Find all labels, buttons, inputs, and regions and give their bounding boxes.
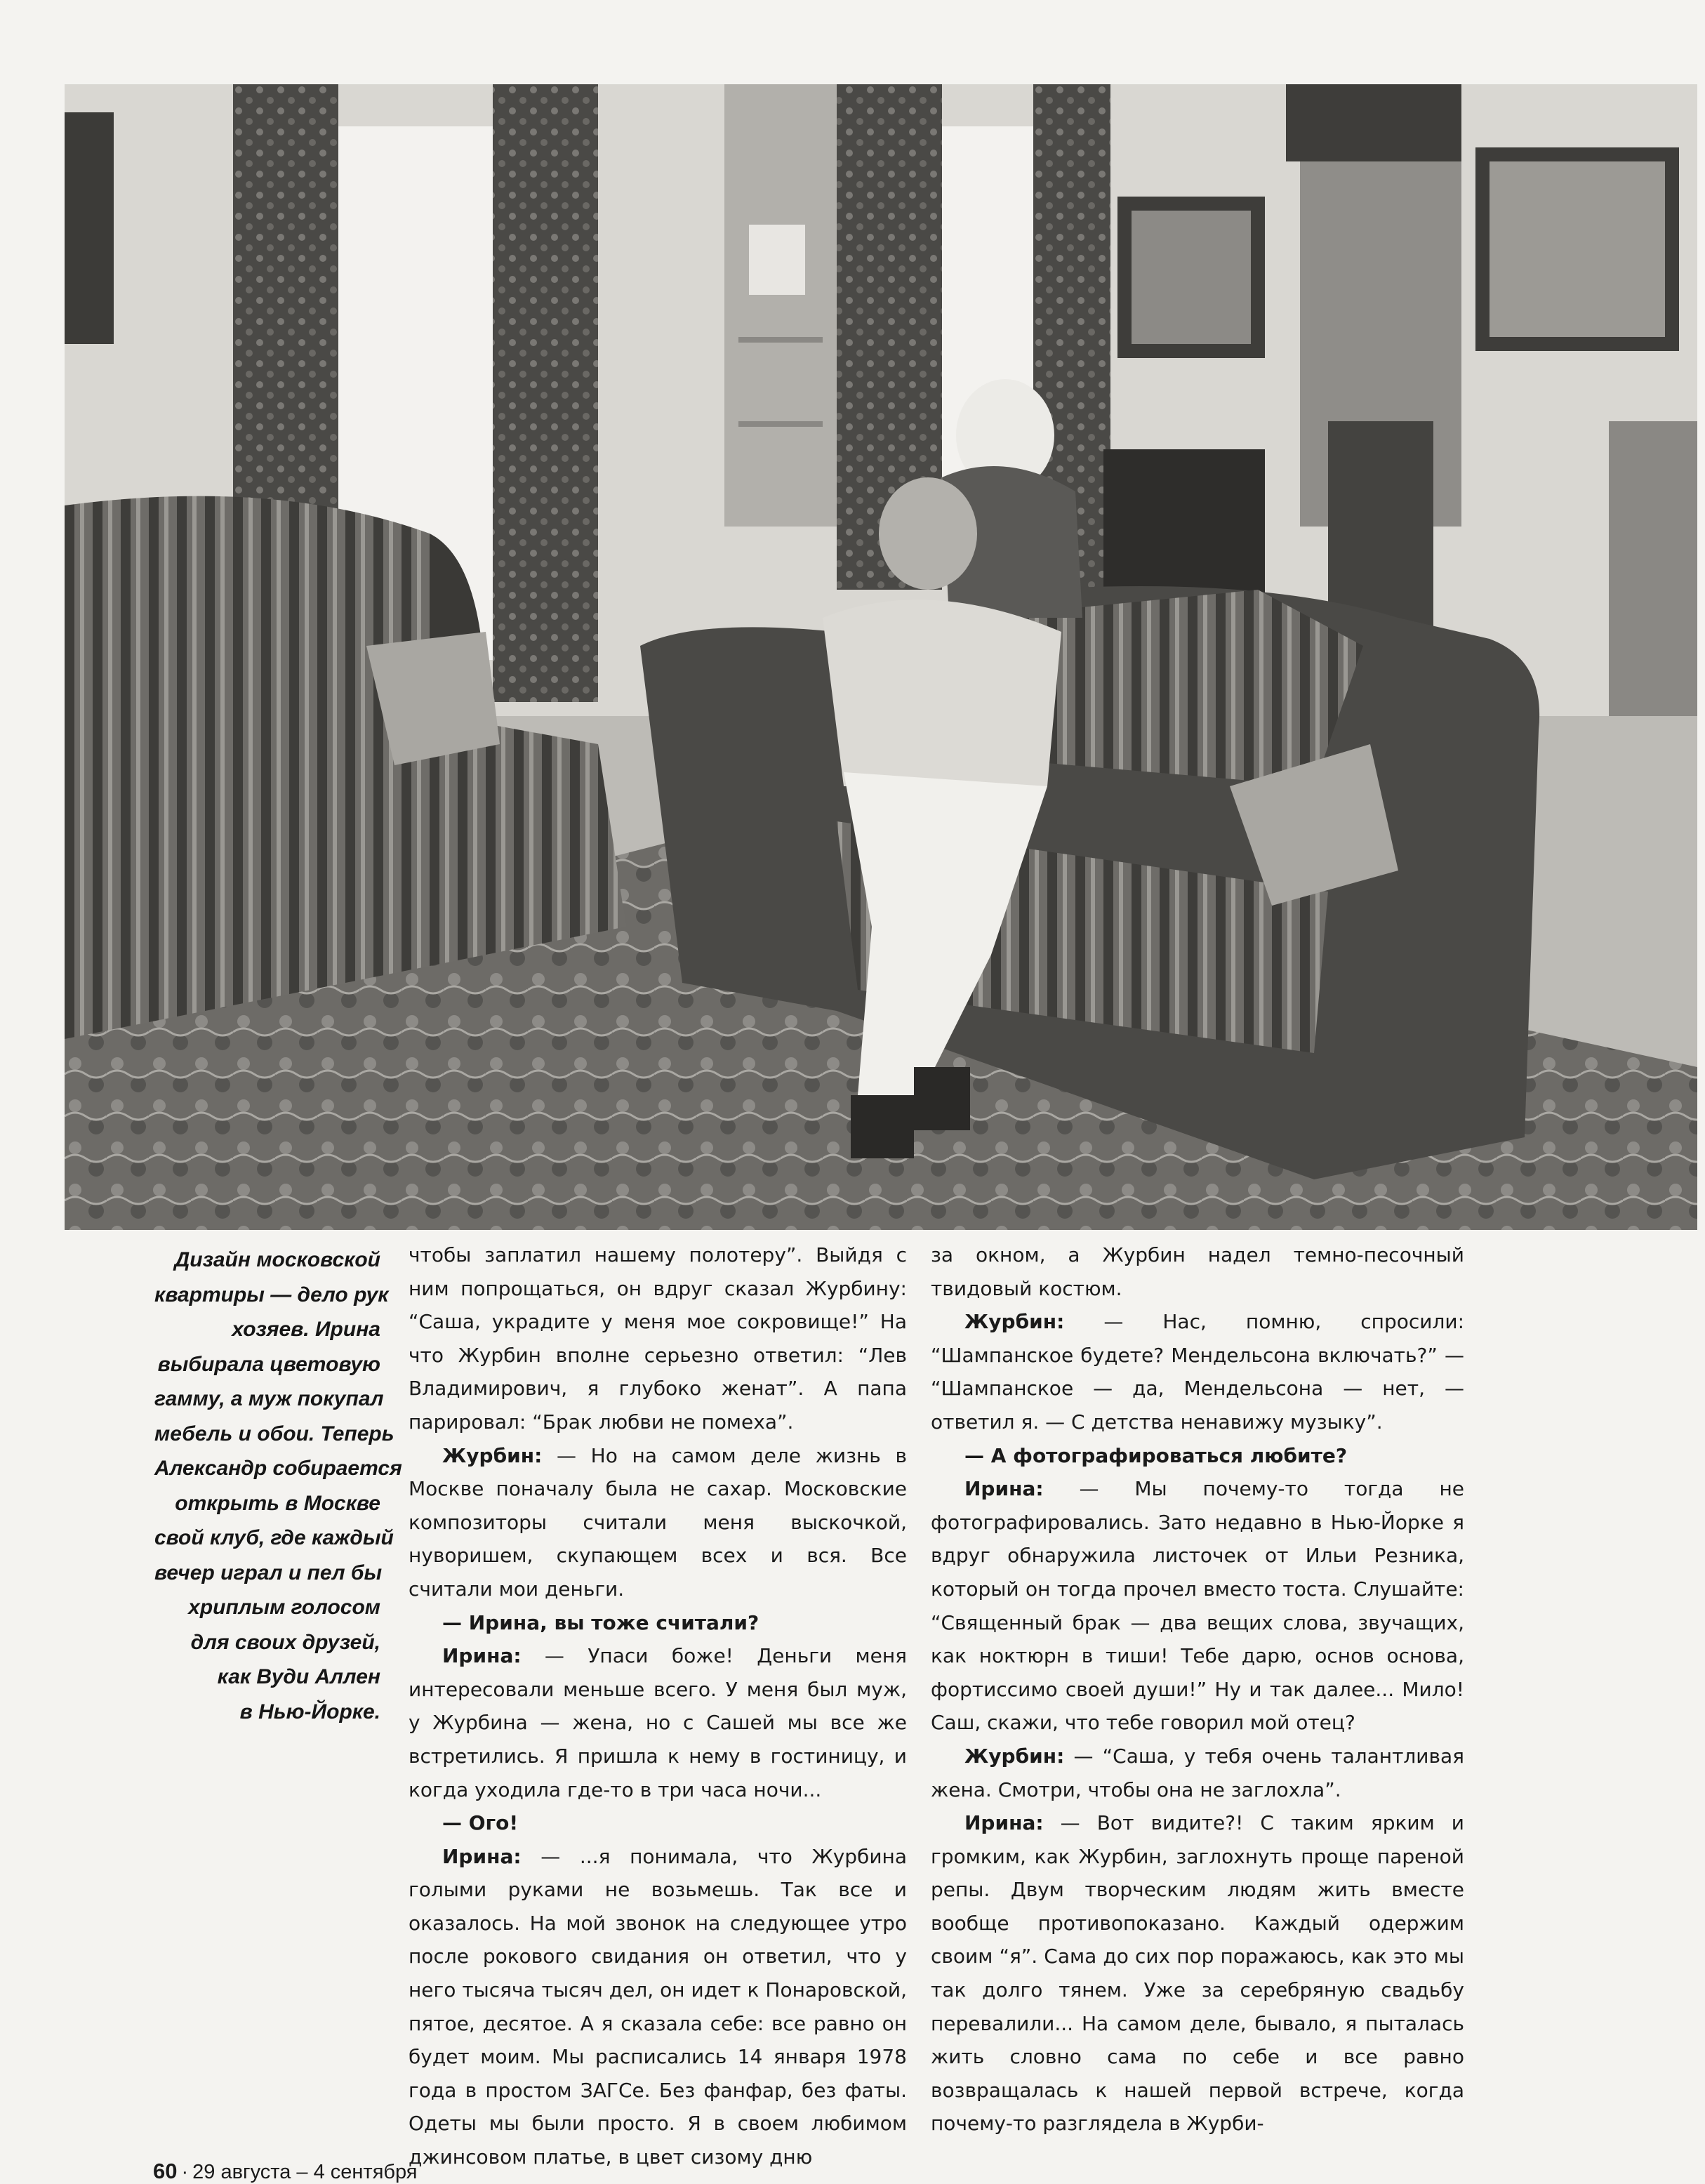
speech-text: — “Саша, у тебя очень талантливая жена. Смотри, чтобы она не заглохла”.	[931, 1744, 1464, 1801]
photo-interior-icon	[65, 84, 1697, 1230]
article-column-2	[931, 1238, 1464, 2140]
paragraph	[931, 1472, 1464, 1740]
caption-line: свой клуб, где каждый	[154, 1526, 394, 1549]
caption-line: хриплым голосом	[188, 1596, 380, 1619]
paragraph	[931, 1806, 1464, 2140]
paragraph	[931, 1305, 1464, 1438]
speaker-name: Ирина:	[964, 1811, 1044, 1835]
caption-line: Дизайн московской	[174, 1248, 380, 1271]
caption-line: квартиры — дело рук	[154, 1283, 389, 1306]
paragraph: за окном, а Журбин надел темно-песочный твидовый костюм.	[931, 1243, 1464, 1300]
speaker-name: Ирина:	[964, 1477, 1044, 1501]
footer-separator: ·	[181, 2161, 189, 2183]
issue-date: 29 августа – 4 сентября	[192, 2161, 418, 2183]
photo-caption	[154, 1243, 402, 1729]
caption-line: открыть в Москве	[175, 1491, 380, 1515]
paragraph: чтобы заплатил нашему полотеру”. Выйдя с ним попрощаться, он вдруг сказал Журбину: “Саша, украдите у меня мое сокровище!” На что Журбин вполне серьезно ответил: “Лев Владимирович, я глубоко женат”. А папа парировал: “Брак любви не помеха”.	[409, 1243, 907, 1434]
caption-line: вечер играл и пел бы	[154, 1561, 383, 1584]
speaker-name: Журбин:	[442, 1443, 543, 1467]
page-number: 60	[153, 2159, 178, 2183]
article-column-1	[409, 1238, 907, 2174]
speech-text: — Мы почему-то тогда не фотографировались. Зато недавно в Нью-Йорке я вдруг обнаружила листочек от Ильи Резника, который он тогда прочел вместо тоста. Слушайте: “Священный брак — два вещих слова, звучащих, как ноктюрн в тиши! Тебе дарю, основ основа, фортиссимо своей души!” Ну и так далее... Мило! Саш, скажи, что тебе говорил мой отец?	[931, 1477, 1464, 1735]
speaker-name: Журбин:	[964, 1744, 1065, 1768]
caption-line: гамму, а муж покупал	[154, 1387, 384, 1410]
interview-question: — А фотографироваться любите?	[964, 1443, 1348, 1467]
caption-line: хозяев. Ирина	[232, 1318, 380, 1341]
caption-line: в Нью-Йорке.	[239, 1700, 380, 1723]
speech-text: — Упаси боже! Деньги меня интересовали меньше всего. У меня был муж, у Журбина — жена, но с Сашей мы все же встретились. Я пришла к нему в гостиницу, и когда уходила где-то в три часа ночи...	[409, 1644, 907, 1801]
page-footer	[153, 2161, 418, 2183]
speech-text: — Вот видите?! С таким ярким и громким, как Журбин, заглохнуть проще пареной репы. Двум творческим людям жить вместе вообще противопоказано. Каждый одержим своим “я”. Сама до сих пор поражаюсь, как это мы так долго тянем. Уже за серебряную свадьбу перевалили... На самом деле, бывало, я пыталась жить словно сама по себе и все равно возвращалась к нашей первой встрече, когда почему-то разглядела в Журби-	[931, 1811, 1464, 2136]
caption-line: выбирала цветовую	[157, 1352, 380, 1376]
speech-text: — Нас, помню, спросили: “Шампанское будете? Мендельсона включать?” — “Шампанское — да, Мендельсона — нет, — ответил я. — С детства ненавижу музыку”.	[931, 1310, 1464, 1434]
speaker-name: Ирина:	[442, 1844, 522, 1868]
speech-text: — ...я понимала, что Журбина голыми руками не возьмешь. Так все и оказалось. На мой звонок на следующее утро после рокового свидания он ответил, что у него тысяча тысяч дел, он идет к Понаровской, пятое, десятое. А я сказала себе: все равно он будет моим. Мы расписались 14 января 1978 года в простом ЗАГСе. Без фанфар, без фаты. Одеты мы были просто. Я в своем любимом джинсовом платье, в цвет сизому дню	[409, 1844, 907, 2169]
paragraph	[409, 1840, 907, 2174]
interview-question: — Ирина, вы тоже считали?	[442, 1610, 759, 1634]
speaker-name: Ирина:	[442, 1644, 522, 1668]
paragraph	[931, 1740, 1464, 1806]
interior-photo	[65, 84, 1697, 1230]
speaker-name: Журбин:	[964, 1310, 1065, 1334]
caption-line: как Вуди Аллен	[217, 1665, 380, 1688]
paragraph	[409, 1639, 907, 1806]
speech-text: — Но на самом деле жизнь в Москве поначалу была не сахар. Московские композиторы считали меня выскочкой, нуворишем, скупающем всех и вся. Все считали мои деньги.	[409, 1443, 907, 1601]
paragraph	[409, 1439, 907, 1606]
interview-question: — Ого!	[442, 1811, 519, 1835]
caption-line: Александр собирается	[154, 1457, 402, 1480]
caption-line: мебель и обои. Теперь	[154, 1422, 394, 1445]
caption-line: для своих друзей,	[190, 1630, 380, 1654]
